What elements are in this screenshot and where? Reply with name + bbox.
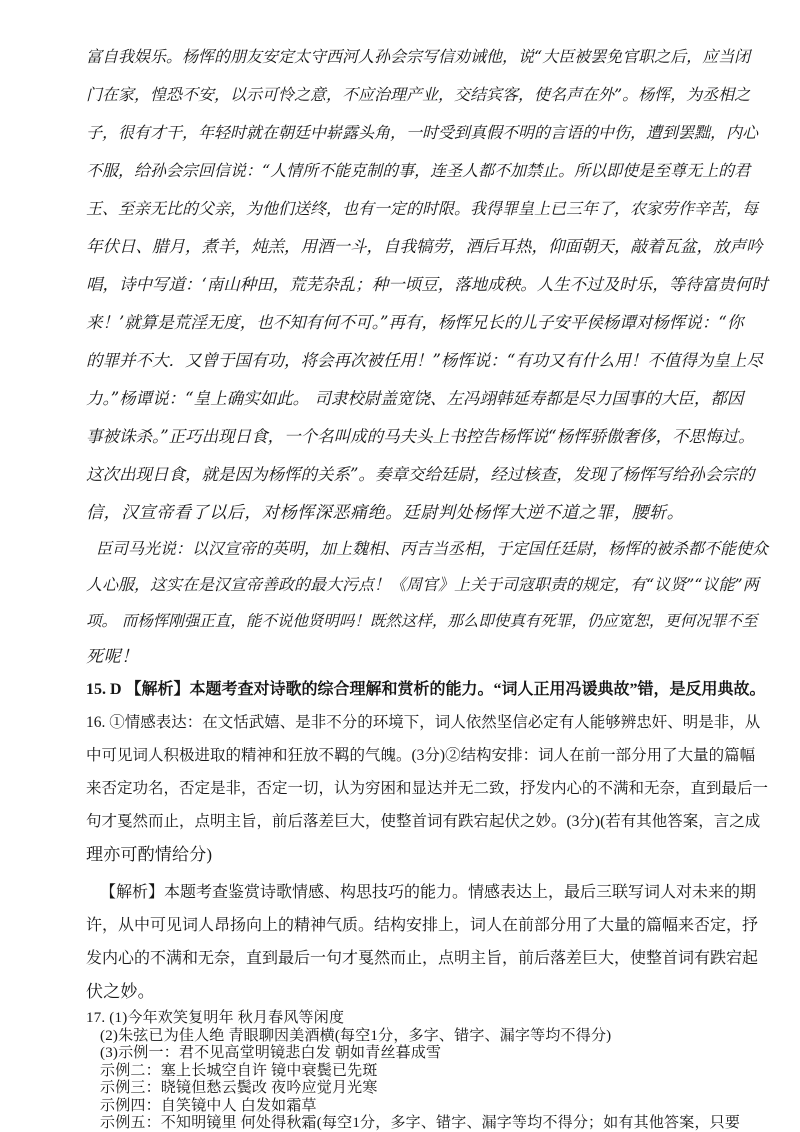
translation-line: 不服，给孙会宗回信说：“人情所不能克制的事，连圣人都不加禁止。所以即使是至尊无上的君 <box>86 161 751 180</box>
commentary-line: 死呢！ <box>86 647 139 667</box>
q17-line: 示例四：自笑镜中人 白发如霜草 <box>100 1097 317 1114</box>
q17-line: 示例三：晓镜但愁云鬓改 夜吟应觉月光寒 <box>100 1080 378 1096</box>
q16-line: 中可见词人积极进取的精神和狂放不羁的气魄。(3分)②结构安排：词人在前一部分用了大量的篇幅 <box>86 747 756 764</box>
translation-line: 来！’就算是荒淫无度，也不知有何不可。”再有，杨恽兄长的儿子安平侯杨谭对杨恽说：“你 <box>86 313 744 332</box>
translation-line: 王、至亲无比的父亲，为他们送终，也有一定的时限。我得罪皇上已三年了，农家劳作辛苦，每 <box>86 199 759 218</box>
q16-analysis-line: 发内心的不满和无奈，直到最后一句才戛然而止，点明主旨，前后落差巨大，使整首词有跌宕起 <box>86 950 759 967</box>
q16-analysis-line: 许，从中可见词人昂扬向上的精神气质。结构安排上，词人在前部分用了大量的篇幅来否定，抒 <box>86 917 759 934</box>
q17-line: (3)示例一：君不见高堂明镜悲白发 朝如青丝暮成雪 <box>100 1045 442 1061</box>
q17-line: (2)朱弦已为佳人绝 青眼聊因美酒横(每空1分，多字、错字、漏字等均不得分) <box>100 1027 612 1044</box>
q15-answer: 15. D 【解析】本题考查对诗歌的综合理解和赏析的能力。“词人正用冯谖典故”错，是反用典故。 <box>86 681 766 698</box>
q16-analysis-line: 【解析】本题考查鉴赏诗歌情感、构思技巧的能力。情感表达上，最后三联写词人对未来的期 <box>100 884 757 901</box>
commentary-line: 项。 而杨恽刚强正直，能不说他贤明吗！既然这样，那么即使真有死罪，仍应宽恕，更何况罪不至 <box>86 612 758 630</box>
translation-line: 力。”杨谭说：“皇上确实如此。 司隶校尉盖宽饶、左冯翊韩延寿都是尽力国事的大臣，都因 <box>86 389 744 408</box>
translation-line: 事被诛杀。”正巧出现日食，一个名叫成的马夫头上书控告杨恽说“杨恽骄傲奢侈，不思悔过。 <box>86 427 755 446</box>
commentary-line: 臣司马光说：以汉宣帝的英明，加上魏相、丙吉当丞相，于定国任廷尉，杨恽的被杀都不能使众 <box>96 539 769 558</box>
q17-line: 17. (1)今年欢笑复明年 秋月春风等闲度 <box>86 1010 345 1026</box>
q16-line: 句才戛然而止，点明主旨，前后落差巨大，使整首词有跌宕起伏之妙。(3分)(若有其他答案，言之成 <box>86 813 761 830</box>
q16-line: 16. ①情感表达：在文恬武嬉、是非不分的环境下，词人依然坚信必定有人能够辨忠奸、明是非，从 <box>86 714 761 731</box>
commentary-line: 人心服，这实在是汉宣帝善政的最大污点！《周官》上关于司寇职责的规定，有“议贤”“议能”两 <box>86 575 759 594</box>
translation-line: 信，汉宣帝看了以后，对杨恽深恶痛绝。廷尉判处杨恽大逆不道之罪，腰斩。 <box>86 503 685 523</box>
q17-line: 示例五：不知明镜里 何处得秋霜(每空1分，多字、错字、漏字等均不得分；如有其他答案，只要 <box>100 1115 741 1131</box>
q17-line: 示例二：塞上长城空自许 镜中衰鬓已先斑 <box>100 1062 378 1079</box>
translation-line: 年伏日、腊月，煮羊，炖羔，用酒一斗，自我犒劳，酒后耳热，仰面朝天，敲着瓦盆，放声吟 <box>86 237 763 256</box>
q16-line: 来否定功名，否定是非，否定一切，认为穷困和显达并无二致，抒发内心的不满和无奈，直到最后一 <box>86 780 769 797</box>
translation-line: 的罪并不大．又曾于国有功，将会再次被任用！”杨恽说：“有功又有什么用！不值得为皇上尽 <box>86 351 763 370</box>
q16-line: 理亦可酌情给分) <box>86 845 213 864</box>
translation-line: 这次出现日食，就是因为杨恽的关系”。奏章交给廷尉，经过核查，发现了杨恽写给孙会宗的 <box>86 465 755 484</box>
translation-line: 唱，诗中写道：‘南山种田，荒芜杂乱；种一顷豆，落地成秧。人生不过及时乐，等待富贵何时 <box>86 275 768 294</box>
q16-analysis-line: 伏之妙。 <box>86 982 155 1001</box>
translation-line: 门在家，惶恐不安，以示可怜之意，不应治理产业，交结宾客，使名声在外”。杨恽，为丞相之 <box>86 85 751 104</box>
translation-line: 富自我娱乐。杨恽的朋友安定太守西河人孙会宗写信劝诫他，说“大臣被罢免官职之后，应当闭 <box>86 47 751 66</box>
translation-line: 子，很有才干，年轻时就在朝廷中崭露头角，一时受到真假不明的言语的中伤，遭到罢黜，内心 <box>86 123 759 142</box>
